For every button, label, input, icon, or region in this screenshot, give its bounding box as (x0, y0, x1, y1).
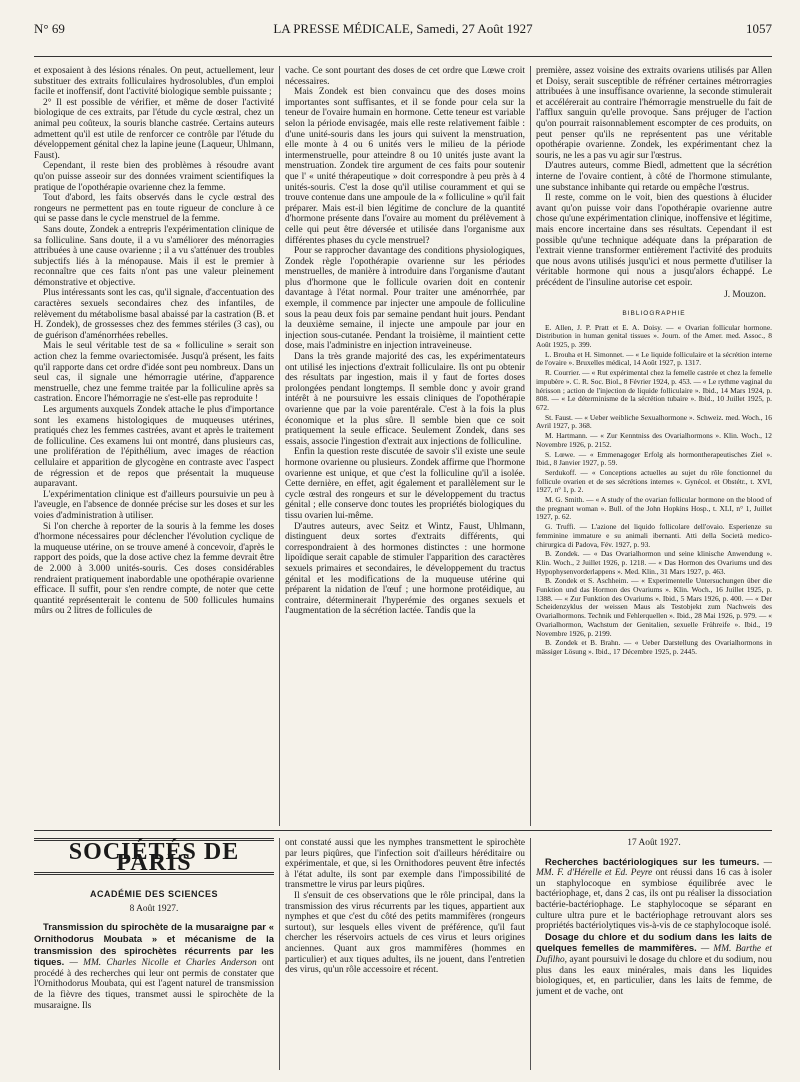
communication-text: ont procédé à des recherches qui leur ont permis de constater que l'Ornithodorus Moubata, qui est l'agent naturel de transmission de la fièvre des tiques, transmet aussi le spirochète de la musaraigne. Ils (34, 958, 274, 1011)
bibliography-entry: M. G. Smith. — « A study of the ovarian follicular hormone on the blood of the pregnant woman ». Bull. of the John Hopkins Hosp., t. XLI, n° 1, Juillet 1927, p. 62. (536, 495, 772, 522)
session-date: 17 Août 1927. (627, 838, 681, 848)
bibliography-entry: St. Faust. — « Ueber weibliche Sexualhormone ». Schweiz. med. Woch., 16 Avril 1927, p. 368. (536, 412, 772, 431)
communication-authors: — MM. F. d'Hérelle et Ed. Peyre (536, 857, 772, 879)
paragraph: Tout d'abord, les faits observés dans le cycle œstral des rongeurs ne permettent pas en toute rigueur de conclure à ce qui se passe dans le cycle menstruel de la femme. (34, 193, 274, 225)
column-divider (279, 66, 280, 826)
bibliography-entry: B. Zondek. — « Das Ovarialhormon und seine klinische Anwendung ». Klin. Woch., 2 Juillet 1926, p. 1218. — « Das Hormon des Ovariums und des Hypophysenvorderlappens ». Med. Klin., 31 Mars 1927, p. 463. (536, 549, 772, 576)
journal-title: LA PRESSE MÉDICALE, Samedi, 27 Août 1927 (273, 21, 533, 36)
paragraph: et exposaient à des lésions rénales. On peut, actuellement, leur substituer des extraits folliculaires hydrosolubles, d'un emploi facile et inoffensif, dont l'activité biologique semble puissante ; (34, 66, 274, 98)
paragraph: Il s'ensuit de ces observations que le rôle principal, dans la transmission des virus récurrents par les tiques, appartient aux nymphes et que c'est du côté des petits mammifères (rongeurs surtout), sur lesquels elles vivent de préférence, qu'il faut chercher les réservoirs actuels de ces virus et leurs origines anciennes. Quant aux gros mammifères (hommes en particulier) et aux tiques adultes, ils ne jouent, dans l'entretien des virus, qu'un rôle accessoire et récent. (285, 890, 525, 976)
article-column-2 (285, 66, 525, 826)
bibliography-entry: G. Truffi. — L'azione del liquido follicolare dell'ovaio. Esperienze su femminine immature e su animali ibernanti. Atti della Società medico-chirurgica di Padova, Fév. 1927, p. 93. (536, 522, 772, 549)
paragraph: 2° Il est possible de vérifier, et même de doser l'activité biologique de ces extraits, par l'étude du cycle œstral, chez un animal peu coûteux, la souris blanche castrée. Certains auteurs admettent qu'il est utile de renforcer ce contrôle par l'étude du développement génital chez la lapine jeune (Laqueur, Uhlmann, Faust). (34, 97, 274, 161)
paragraph: Il reste, comme on le voit, bien des questions à élucider avant qu'on puisse voir dans l'opothérapie ovarienne autre chose qu'une expérimentation clinique, inoffensive et légitime, mais encore incertaine dans ses résultats. Cependant il est possible qu'une technique adéquate dans la préparation de l'extrait vienne transformer entièrement l'activité des produits que nous avons utilisés jusqu'ici et nous permette d'utiliser la véritable hormone qui nous a jusqu'alors échappé. Le précédent de l'insuline autorise cet espoir. (536, 193, 772, 288)
paragraph: vache. Ce sont pourtant des doses de cet ordre que Lœwe croit nécessaires. (285, 66, 525, 87)
bibliography-entry: Serdukoff. — « Conceptions actuelles au sujet du rôle fonctionnel du follicule ovarien et de ses sécrétions internes ». Gynécol. et Obstétr., t. XVI, 1927, n° 1, p. 2. (536, 467, 772, 495)
page-header (34, 20, 772, 38)
bibliography-entry: E. Allen, J. P. Pratt et E. A. Doisy. — « Ovarian follicular hormone. Distribution in human genital tissues ». Journ. of the Amer. med. Assoc., 8 Août 1925, p. 399. (536, 322, 772, 350)
bibliography-title: BIBLIOGRAPHIE (622, 310, 686, 318)
communication-authors: — MM. Barthe et Dufilho, (536, 944, 772, 965)
paragraph: D'autres auteurs, comme Biedl, admettent que la sécrétion interne de l'ovaire contient, à côté de l'hormone stimulante, une substance inhibante qui retarde ou empêche l'œstrus. (536, 161, 772, 193)
paragraph: Les arguments auxquels Zondek attache le plus d'importance sont les examens histologiques de muqueuses utérines, pratiqués chez les femmes castrées, avant et après le traitement de folliculine. Ces examens lui ont montré, dans plusieurs cas, une prolifération de l'épithélium, avec images de réaction cellulaire et apparition de glycogène en contraste avec l'aspect de régression et de repos que présentait la muqueuse auparavant. (34, 405, 274, 490)
page-number: 1057 (746, 21, 772, 36)
paragraph: D'autres auteurs, avec Seitz et Wintz, Faust, Uhlmann, distinguent deux sortes d'extraits différents, qui correspondraient à des hormones distinctes : une hormone lipoïdique serait capable de stimuler l'apparition des caractères sexuels primaires et secondaires, le développement du tractus génital et les modifications de la muqueuse utérine qui préparent la nidation de l'œuf ; une hormone protéidique, au contraire, déterminerait l'hyperémie des organes sexuels et l'augmentation de la sécrétion lactée. Tandis que la (285, 521, 525, 617)
communication-title: Transmission du spirochète de la musaraigne par « Ornithodorus Moubata » et mécanisme de la transmission des spirochètes récurrents par les tiques. (34, 921, 274, 968)
header-rule (34, 56, 772, 57)
paragraph: Mais Zondek est bien convaincu que des doses moins importantes sont suffisantes, et il se fonde pour cela sur la teneur de l'ovaire humain en hormone. Cette teneur est variable selon la période envisagée, mais elle reste relativement faible : d'une unité-souris dans les jours qui suivent la menstruation, elle monte à 4 ou 6 unités vers le milieu de la période intermenstruelle, pour atteindre 8 ou 10 unités juste avant la menstruation. Zondek tire argument de ces faits pour soutenir que l' « unité thérapeutique » doit correspondre à peu près à 4 unités-souris. C'est la dose qu'il utilise couramment et qui se trouve contenue dans une ampoule de la « folliculine » qu'il fait préparer. Mais est-il bien légitime de conclure de la quantité d'hormone présente dans l'ovaire au moment du prélèvement à celle qui peut être déversée et utilisée dans l'organisme aux différentes phases du cycle menstruel? (285, 87, 525, 246)
article-column-3 (536, 66, 772, 826)
paragraph: ont constaté aussi que les nymphes transmettent le spirochète par leurs piqûres, que l'infection soit d'ailleurs héréditaire ou expérimentale, et que, si les Ornithodores peuvent être infectés à l'état adulte, ils sont par exemple dans l'impossibilité de transmettre le virus par leurs piqûres. (285, 838, 525, 891)
paragraph: Cependant, il reste bien des problèmes à résoudre avant qu'on puisse asseoir sur des données vraiment scientifiques la pratique de l'opothérapie ovarienne chez la femme. (34, 161, 274, 193)
bibliography-entry: M. Hartmann. — « Zur Kenntniss des Ovarialhormons ». Klin. Woch., 12 Novembre 1926, p. 2152. (536, 431, 772, 449)
communication-title: Recherches bactériologiques sur les tumeurs. (545, 855, 760, 867)
bibliography-entry: B. Zondek et B. Brahn. — « Ueber Darstellung des Ovarialhormons in mässiger Lösung ». Ibid., 17 Décembre 1925, p. 2445. (536, 638, 772, 656)
bibliography-entry: B. Zondek et S. Aschheim. — « Experimentelle Untersuchungen über die Funktion und das Hormon des Ovariums ». Klin. Woch., 16 Juillet 1925, p. 1388. — « Zur Funktion des Ovariums ». Ibid., 5 Mars 1926, p. 400. — « Der Scheidenzyklus der weissen Maus als Testobjekt zum Nachweis des Ovarialhormons. Technik und Fehlerquellen ». Ibid., 28 Mai 1926, p. 979. — « Ovarialhormon, Wachstum der Genitalien, sexuelle Frühreife ». Ibid., 19 Novembre 1926, p. 2199. (536, 576, 772, 638)
bibliography-entry: R. Courrier. — « Rut expérimental chez la femelle castrée et chez la femelle impubère ». C. R. Soc. Biol., 8 Février 1924, p. 453. — « Le rythme vaginal du hérisson ; action de l'injection de liquide folliculaire ». Ibid., 14 Mars 1924, p. 808. — « Le déterminisme de la sécrétion tubaire ». Ibid., 10 Juillet 1925, p. 672. (536, 368, 772, 412)
bibliography-list (536, 324, 772, 657)
section-rule (34, 830, 772, 831)
societes-column-3 (536, 838, 772, 1070)
paragraph: Sans doute, Zondek a entrepris l'expérimentation clinique de sa folliculine. Sans doute, il a vu s'améliorer des ménorragies attribuées à une cause ovarienne ; il a vu s'atténuer des troubles subjectifs liés à la ménopause. Mais il est le premier à reconnaître que ces faits n'ont pas une valeur pleinement démonstrative et objective. (34, 224, 274, 288)
societes-column-2 (285, 838, 525, 1070)
paragraph: Mais le seul véritable test de sa « folliculine » serait son action chez la femme ovariectomisée. Jusqu'à présent, les faits qu'il rapporte dans cet ordre d'idée sont peu nombreux. Dans un seul cas, il signale une hémorragie utérine, d'apparence menstruelle, chez une femme traitée par la folliculine après sa castration. Encore l'hémorragie ne s'est-elle pas reproduite ! (34, 341, 274, 405)
communication-text: ont réussi dans 16 cas à isoler un staphylocoque en symbiose équilibrée avec le bactériophage, et, dans 2 cas, ils ont pu réaliser la dissociation bactérie-bactériophage. Le staphylocoque se séparant en culture ultra pure et le bactériophage retrouvant alors ses propriétés bactériolytiques vis-à-vis de ce staphylocoque isolé. (536, 868, 772, 932)
bibliography-entry: S. Lœwe. — « Emmenagoger Erfolg als hormontherapeutisches Ziel ». Ibid., 8 Janvier 1927, p. 59. (536, 449, 772, 468)
column-divider (279, 838, 280, 1070)
section-title: SOCIÉTÉS DE PARIS (34, 838, 274, 875)
academy-heading: ACADÉMIE DES SCIENCES (89, 889, 219, 900)
issue-number: N° 69 (34, 21, 65, 36)
paragraph: L'expérimentation clinique est d'ailleurs poursuivie un peu à l'aveugle, en l'absence de donnée précise sur les doses et sur les voies d'administration à utiliser. (34, 489, 274, 521)
column-divider (530, 66, 531, 826)
author-signature: J. Mouzon. (724, 290, 766, 301)
societes-column-1 (34, 838, 274, 1070)
paragraph: première, assez voisine des extraits ovariens utilisés par Allen et Doisy, serait susceptible de réfréner certaines métrorragies attribuées à une insuffisance ovarienne, la seconde stimulerait et accélérerait au contraire l'hémorragie menstruelle du fait de l'afflux sanguin qu'elle provoque. Sans préjuger de l'action qu'on pourrait raisonnablement escompter de ces produits, on peut penser qu'ils ne représentent pas une véritable opothérapie ovarienne. Zondek, les expérimentant chez la souris, ne les a pas vu agir sur l'œstrus. (536, 66, 772, 161)
bibliography-entry: L. Brouha et H. Simonnet. — « Le liquide folliculaire et la sécrétion interne de l'ovaire ». Bruxelles médical, 14 Août 1927, p. 1317. (536, 349, 772, 368)
paragraph: Dans la très grande majorité des cas, les expérimentateurs ont utilisé les injections d'extrait folliculaire. Ils ont pu obtenir des résultats par ingestion, mais il y faut de fortes doses prolongées pendant longtemps. Il semble donc y avoir grand intérêt à ne poursuivre les essais cliniques de l'opothérapie ovarienne que par la voie parentérale. C'est à la fois la plus économique et la plus sûre. Il semble bien que ce soit pratiquement la seule efficace. Seulement Zondek, dans ses essais, associe l'ingestion d'extrait aux injections de folliculine. (285, 352, 525, 447)
communication-text: ayant poursuivi le dosage du chlore et du sodium, nou plus dans les eaux minérales, mais dans les liquides biologiques, et, en particulier, dans les laits de femme, de jument et de vache, ont (536, 954, 772, 997)
paragraph: Si l'on cherche à reporter de la souris à la femme les doses d'hormone nécessaires pour déclencher l'évolution cyclique de la muqueuse utérine, on se trouve amené à concevoir, d'après le rapport des poids, que la dose active chez la femme devrait être de 2.000 à 3.000 unités-souris. Ces doses considérables rendraient pratiquement inabordable une opothérapie ovarienne efficace. Il suffit, pour s'en rendre compte, de noter que cette quantité représenterait le contenu de 500 follicules humains mûrs ou 2 litres de follicules de (34, 521, 274, 617)
session-date: 8 Août 1927. (129, 903, 179, 914)
communication-authors: — MM. Charles Nicolle et Charles Anderson (69, 958, 257, 969)
paragraph: Plus intéressants sont les cas, qu'il signale, d'accentuation des caractères sexuels secondaires chez des infantiles, de relèvement du métabolisme basal abaissé par la castration (B. et H. Zondek), de grossesses chez des femmes stériles (3 cas), ou de guérison d'aménorrhées rebelles. (34, 288, 274, 341)
communication-title: Dosage du chlore et du sodium dans les laits de quelques femelles de mammifères. (536, 930, 772, 954)
paragraph: Enfin la question reste discutée de savoir s'il existe une seule hormone ovarienne ou plusieurs. Zondek affirme que l'hormone ovarienne est unique, et que c'est la folliculine qu'il a isolée. Cette dernière, en effet, agit également et parallèlement sur le cycle œstral des rongeurs et sur le développement du tractus génital ; elle conserve donc toutes les propriétés biologiques du tissu ovarien lui-même. (285, 447, 525, 521)
paragraph: Pour se rapprocher davantage des conditions physiologiques, Zondek règle l'opothérapie ovarienne sur les périodes menstruelles, de manière à introduire dans l'organisme d'autant plus d'hormone que le follicule ovarien doit en contenir davantage à l'état normal. Pour traiter une aménorrhée, par exemple, il commence par injecter une ampoule de folliculine sous la peau deux fois par semaine pendant huit jours. Pendant la deuxième semaine, il injecte une ampoule par jour en injection sous-cutanée. Pendant la troisième, il maintient cette dose, mais l'administre en injection intraveineuse. (285, 246, 525, 352)
column-divider (530, 838, 531, 1070)
article-column-1 (34, 66, 274, 826)
